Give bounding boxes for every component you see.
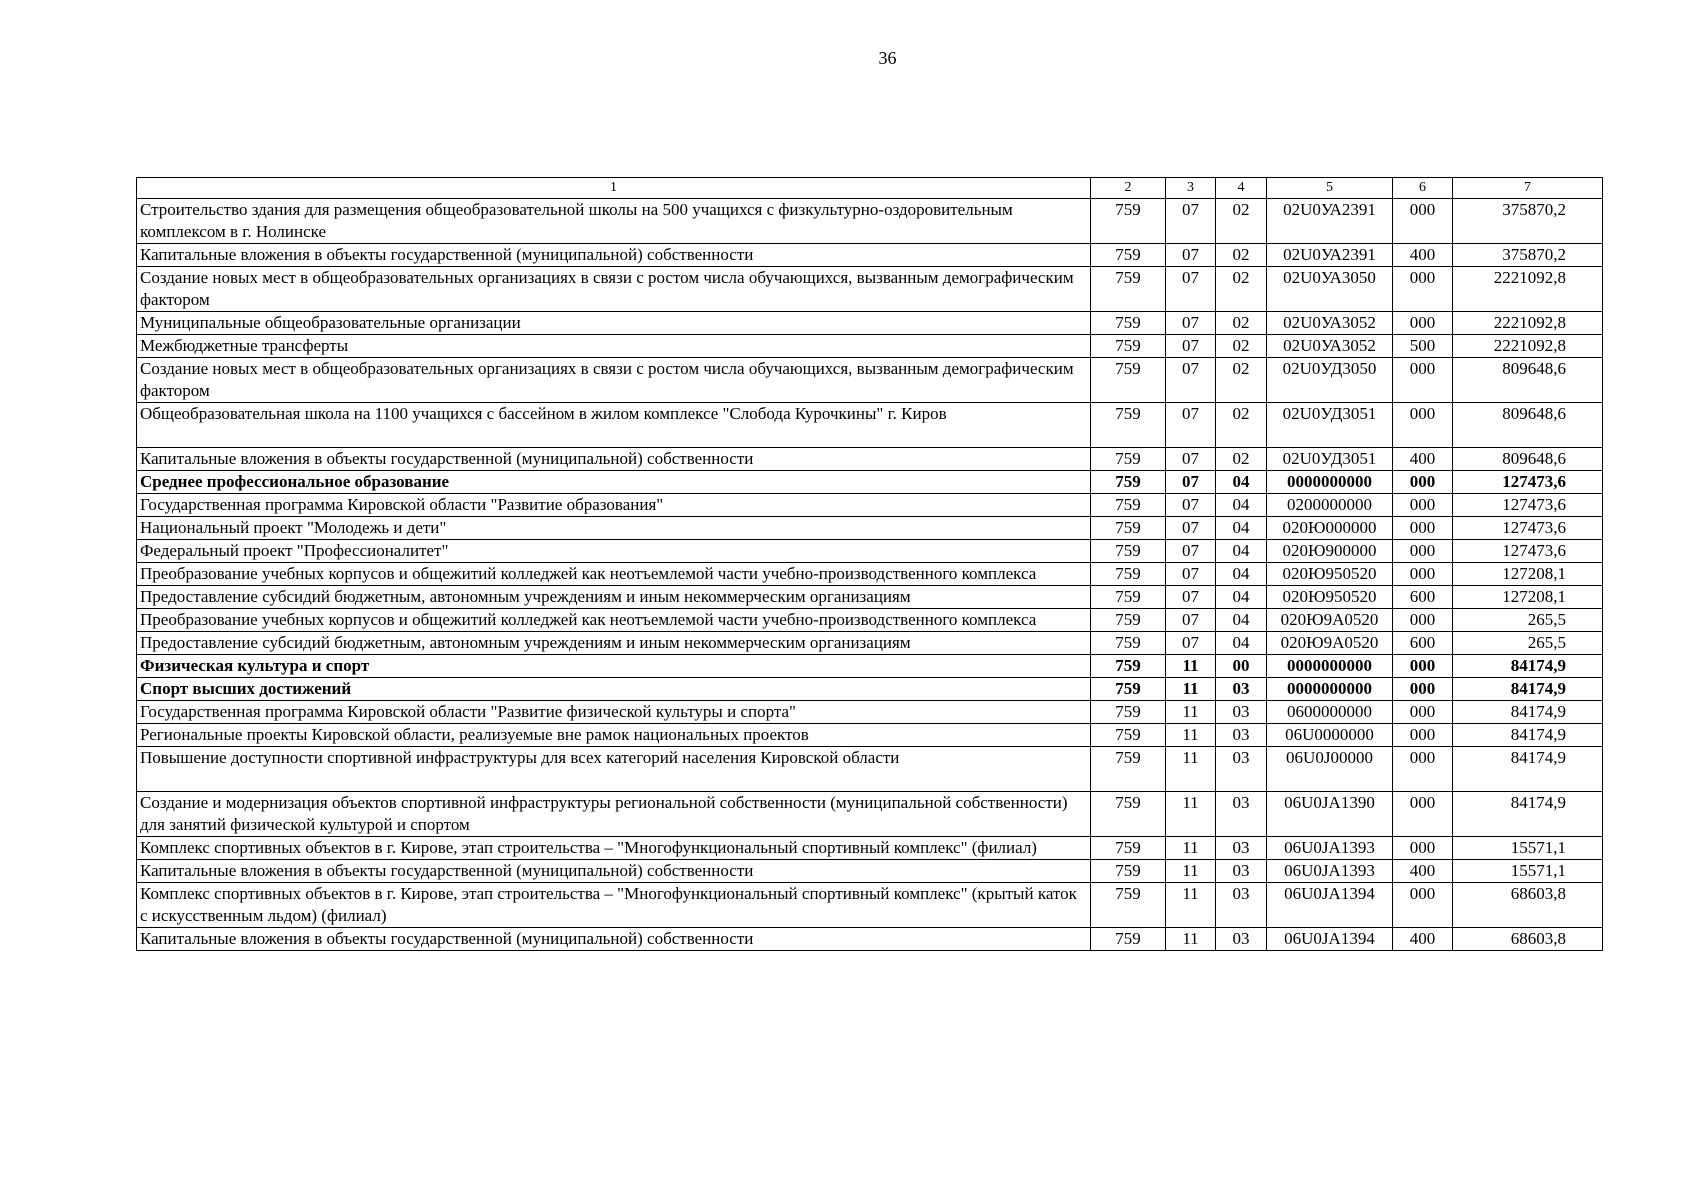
table-row [137, 517, 1603, 540]
subsection-code-cell: 02 [1216, 244, 1267, 267]
expense-type-cell: 000 [1393, 199, 1453, 244]
ministry-code-cell: 759 [1091, 403, 1166, 448]
amount-cell: 375870,2 [1453, 244, 1603, 267]
subsection-code-cell: 02 [1216, 312, 1267, 335]
row-name-cell: Повышение доступности спортивной инфраструктуры для всех категорий населения Кировской области [137, 747, 1091, 792]
table-row [137, 586, 1603, 609]
expense-type-cell: 000 [1393, 792, 1453, 837]
ministry-code-cell: 759 [1091, 358, 1166, 403]
section-code-cell: 11 [1166, 860, 1216, 883]
section-code-cell: 07 [1166, 563, 1216, 586]
target-article-cell: 0000000000 [1267, 678, 1393, 701]
amount-cell: 84174,9 [1453, 678, 1603, 701]
row-name-cell: Среднее профессиональное образование [137, 471, 1091, 494]
amount-cell: 265,5 [1453, 632, 1603, 655]
subsection-code-cell: 02 [1216, 199, 1267, 244]
section-code-cell: 11 [1166, 883, 1216, 928]
section-code-cell: 11 [1166, 678, 1216, 701]
ministry-code-cell: 759 [1091, 792, 1166, 837]
ministry-code-cell: 759 [1091, 928, 1166, 951]
amount-cell: 84174,9 [1453, 792, 1603, 837]
amount-cell: 15571,1 [1453, 837, 1603, 860]
amount-cell: 375870,2 [1453, 199, 1603, 244]
target-article-cell: 02U0УА3052 [1267, 335, 1393, 358]
row-name-cell: Спорт высших достижений [137, 678, 1091, 701]
amount-cell: 127208,1 [1453, 586, 1603, 609]
table-row [137, 678, 1603, 701]
table-row [137, 724, 1603, 747]
ministry-code-cell: 759 [1091, 860, 1166, 883]
subsection-code-cell: 03 [1216, 883, 1267, 928]
ministry-code-cell: 759 [1091, 471, 1166, 494]
subsection-code-cell: 04 [1216, 563, 1267, 586]
page-number: 36 [878, 48, 897, 68]
table-row [137, 792, 1603, 837]
row-name-cell: Капитальные вложения в объекты государственной (муниципальной) собственности [137, 860, 1091, 883]
table-row [137, 244, 1603, 267]
ministry-code-cell: 759 [1091, 586, 1166, 609]
row-name-cell: Капитальные вложения в объекты государственной (муниципальной) собственности [137, 244, 1091, 267]
row-name-cell: Межбюджетные трансферты [137, 335, 1091, 358]
budget-table [136, 177, 1603, 951]
amount-cell: 2221092,8 [1453, 267, 1603, 312]
expense-type-cell: 000 [1393, 403, 1453, 448]
row-name-cell: Муниципальные общеобразовательные организации [137, 312, 1091, 335]
row-name-cell: Преобразование учебных корпусов и общежитий колледжей как неотъемлемой части учебно-производственного комплекса [137, 609, 1091, 632]
expense-type-cell: 500 [1393, 335, 1453, 358]
row-name-cell: Национальный проект "Молодежь и дети" [137, 517, 1091, 540]
subsection-code-cell: 04 [1216, 609, 1267, 632]
ministry-code-cell: 759 [1091, 494, 1166, 517]
subsection-code-cell: 02 [1216, 335, 1267, 358]
section-code-cell: 07 [1166, 586, 1216, 609]
subsection-code-cell: 03 [1216, 837, 1267, 860]
amount-cell: 68603,8 [1453, 928, 1603, 951]
row-name-cell: Государственная программа Кировской области "Развитие образования" [137, 494, 1091, 517]
amount-cell: 84174,9 [1453, 747, 1603, 792]
table-row [137, 199, 1603, 244]
expense-type-cell: 000 [1393, 563, 1453, 586]
section-code-cell: 07 [1166, 403, 1216, 448]
expense-type-cell: 000 [1393, 678, 1453, 701]
section-code-cell: 11 [1166, 655, 1216, 678]
table-row [137, 471, 1603, 494]
section-code-cell: 07 [1166, 494, 1216, 517]
table-row [137, 837, 1603, 860]
ministry-code-cell: 759 [1091, 517, 1166, 540]
target-article-cell: 02U0УА2391 [1267, 244, 1393, 267]
expense-type-cell: 000 [1393, 724, 1453, 747]
section-code-cell: 11 [1166, 701, 1216, 724]
ministry-code-cell: 759 [1091, 701, 1166, 724]
expense-type-cell: 000 [1393, 540, 1453, 563]
amount-cell: 127208,1 [1453, 563, 1603, 586]
expense-type-cell: 000 [1393, 471, 1453, 494]
table-row [137, 403, 1603, 448]
subsection-code-cell: 03 [1216, 792, 1267, 837]
ministry-code-cell: 759 [1091, 540, 1166, 563]
target-article-cell: 0600000000 [1267, 701, 1393, 724]
amount-cell: 127473,6 [1453, 517, 1603, 540]
target-article-cell: 020Ю9А0520 [1267, 609, 1393, 632]
section-code-cell: 07 [1166, 609, 1216, 632]
amount-cell: 2221092,8 [1453, 312, 1603, 335]
row-name-cell: Федеральный проект "Профессионалитет" [137, 540, 1091, 563]
table-row [137, 609, 1603, 632]
target-article-cell: 0000000000 [1267, 471, 1393, 494]
row-name-cell: Общеобразовательная школа на 1100 учащихся с бассейном в жилом комплексе "Слобода Курочкины" г. Киров [137, 403, 1091, 448]
column-header: 5 [1267, 178, 1393, 199]
section-code-cell: 11 [1166, 747, 1216, 792]
expense-type-cell: 000 [1393, 837, 1453, 860]
amount-cell: 84174,9 [1453, 655, 1603, 678]
table-row [137, 632, 1603, 655]
row-name-cell: Физическая культура и спорт [137, 655, 1091, 678]
amount-cell: 2221092,8 [1453, 335, 1603, 358]
expense-type-cell: 400 [1393, 448, 1453, 471]
column-header: 3 [1166, 178, 1216, 199]
row-name-cell: Создание новых мест в общеобразовательных организациях в связи с ростом числа обучающихся, вызванным демографическим фактором [137, 358, 1091, 403]
table-row [137, 928, 1603, 951]
ministry-code-cell: 759 [1091, 312, 1166, 335]
row-name-cell: Создание и модернизация объектов спортивной инфраструктуры региональной собственности (муниципальной собственности) для занятий физической культурой и спортом [137, 792, 1091, 837]
ministry-code-cell: 759 [1091, 724, 1166, 747]
section-code-cell: 11 [1166, 792, 1216, 837]
target-article-cell: 02U0УД3051 [1267, 403, 1393, 448]
target-article-cell: 020Ю000000 [1267, 517, 1393, 540]
table-row [137, 701, 1603, 724]
amount-cell: 809648,6 [1453, 448, 1603, 471]
table-row [137, 494, 1603, 517]
target-article-cell: 020Ю950520 [1267, 563, 1393, 586]
target-article-cell: 06U0JA1393 [1267, 860, 1393, 883]
column-header: 7 [1453, 178, 1603, 199]
subsection-code-cell: 04 [1216, 494, 1267, 517]
row-name-cell: Капитальные вложения в объекты государственной (муниципальной) собственности [137, 448, 1091, 471]
row-name-cell: Региональные проекты Кировской области, реализуемые вне рамок национальных проектов [137, 724, 1091, 747]
section-code-cell: 07 [1166, 244, 1216, 267]
row-name-cell: Капитальные вложения в объекты государственной (муниципальной) собственности [137, 928, 1091, 951]
ministry-code-cell: 759 [1091, 244, 1166, 267]
amount-cell: 68603,8 [1453, 883, 1603, 928]
section-code-cell: 07 [1166, 335, 1216, 358]
ministry-code-cell: 759 [1091, 747, 1166, 792]
expense-type-cell: 600 [1393, 632, 1453, 655]
ministry-code-cell: 759 [1091, 267, 1166, 312]
subsection-code-cell: 03 [1216, 860, 1267, 883]
target-article-cell: 020Ю9А0520 [1267, 632, 1393, 655]
column-header: 2 [1091, 178, 1166, 199]
target-article-cell: 06U0J00000 [1267, 747, 1393, 792]
column-header: 6 [1393, 178, 1453, 199]
target-article-cell: 02U0УА2391 [1267, 199, 1393, 244]
expense-type-cell: 000 [1393, 655, 1453, 678]
column-header: 4 [1216, 178, 1267, 199]
header-row [137, 178, 1603, 199]
subsection-code-cell: 02 [1216, 448, 1267, 471]
section-code-cell: 07 [1166, 312, 1216, 335]
subsection-code-cell: 04 [1216, 632, 1267, 655]
section-code-cell: 07 [1166, 471, 1216, 494]
subsection-code-cell: 02 [1216, 403, 1267, 448]
target-article-cell: 06U0000000 [1267, 724, 1393, 747]
ministry-code-cell: 759 [1091, 678, 1166, 701]
expense-type-cell: 000 [1393, 517, 1453, 540]
target-article-cell: 0000000000 [1267, 655, 1393, 678]
expense-type-cell: 600 [1393, 586, 1453, 609]
ministry-code-cell: 759 [1091, 655, 1166, 678]
section-code-cell: 07 [1166, 448, 1216, 471]
row-name-cell: Государственная программа Кировской области "Развитие физической культуры и спорта" [137, 701, 1091, 724]
target-article-cell: 020Ю950520 [1267, 586, 1393, 609]
target-article-cell: 0200000000 [1267, 494, 1393, 517]
table-row [137, 655, 1603, 678]
expense-type-cell: 000 [1393, 267, 1453, 312]
target-article-cell: 06U0JA1390 [1267, 792, 1393, 837]
column-header: 1 [137, 178, 1091, 199]
expense-type-cell: 400 [1393, 860, 1453, 883]
target-article-cell: 02U0УД3050 [1267, 358, 1393, 403]
ministry-code-cell: 759 [1091, 199, 1166, 244]
section-code-cell: 07 [1166, 540, 1216, 563]
subsection-code-cell: 03 [1216, 701, 1267, 724]
subsection-code-cell: 03 [1216, 747, 1267, 792]
row-name-cell: Создание новых мест в общеобразовательных организациях в связи с ростом числа обучающихся, вызванным демографическим фактором [137, 267, 1091, 312]
expense-type-cell: 000 [1393, 747, 1453, 792]
subsection-code-cell: 00 [1216, 655, 1267, 678]
section-code-cell: 07 [1166, 632, 1216, 655]
subsection-code-cell: 03 [1216, 724, 1267, 747]
target-article-cell: 02U0УД3051 [1267, 448, 1393, 471]
table-row [137, 747, 1603, 792]
ministry-code-cell: 759 [1091, 609, 1166, 632]
section-code-cell: 07 [1166, 517, 1216, 540]
table-row [137, 358, 1603, 403]
ministry-code-cell: 759 [1091, 632, 1166, 655]
ministry-code-cell: 759 [1091, 448, 1166, 471]
section-code-cell: 07 [1166, 199, 1216, 244]
target-article-cell: 020Ю900000 [1267, 540, 1393, 563]
expense-type-cell: 400 [1393, 244, 1453, 267]
expense-type-cell: 000 [1393, 312, 1453, 335]
amount-cell: 809648,6 [1453, 403, 1603, 448]
row-name-cell: Преобразование учебных корпусов и общежитий колледжей как неотъемлемой части учебно-производственного комплекса [137, 563, 1091, 586]
table-row [137, 267, 1603, 312]
ministry-code-cell: 759 [1091, 335, 1166, 358]
table-row [137, 312, 1603, 335]
expense-type-cell: 000 [1393, 609, 1453, 632]
ministry-code-cell: 759 [1091, 837, 1166, 860]
row-name-cell: Предоставление субсидий бюджетным, автономным учреждениям и иным некоммерческим организациям [137, 632, 1091, 655]
row-name-cell: Строительство здания для размещения общеобразовательной школы на 500 учащихся с физкультурно-оздоровительным комплексом в г. Нолинске [137, 199, 1091, 244]
amount-cell: 15571,1 [1453, 860, 1603, 883]
subsection-code-cell: 02 [1216, 267, 1267, 312]
target-article-cell: 02U0УА3050 [1267, 267, 1393, 312]
table-row [137, 883, 1603, 928]
row-name-cell: Предоставление субсидий бюджетным, автономным учреждениям и иным некоммерческим организациям [137, 586, 1091, 609]
subsection-code-cell: 04 [1216, 517, 1267, 540]
expense-type-cell: 000 [1393, 701, 1453, 724]
expense-type-cell: 000 [1393, 494, 1453, 517]
amount-cell: 127473,6 [1453, 540, 1603, 563]
subsection-code-cell: 03 [1216, 678, 1267, 701]
target-article-cell: 06U0JA1393 [1267, 837, 1393, 860]
subsection-code-cell: 04 [1216, 471, 1267, 494]
target-article-cell: 02U0УА3052 [1267, 312, 1393, 335]
subsection-code-cell: 02 [1216, 358, 1267, 403]
amount-cell: 809648,6 [1453, 358, 1603, 403]
expense-type-cell: 400 [1393, 928, 1453, 951]
amount-cell: 127473,6 [1453, 494, 1603, 517]
table-row [137, 860, 1603, 883]
section-code-cell: 07 [1166, 358, 1216, 403]
table-row [137, 448, 1603, 471]
expense-type-cell: 000 [1393, 358, 1453, 403]
row-name-cell: Комплекс спортивных объектов в г. Кирове, этап строительства – "Многофункциональный спортивный комплекс" (филиал) [137, 837, 1091, 860]
target-article-cell: 06U0JA1394 [1267, 928, 1393, 951]
subsection-code-cell: 04 [1216, 540, 1267, 563]
section-code-cell: 11 [1166, 928, 1216, 951]
section-code-cell: 11 [1166, 724, 1216, 747]
row-name-cell: Комплекс спортивных объектов в г. Кирове, этап строительства – "Многофункциональный спортивный комплекс" (крытый каток с искусственным льдом) (филиал) [137, 883, 1091, 928]
table-row [137, 335, 1603, 358]
section-code-cell: 11 [1166, 837, 1216, 860]
ministry-code-cell: 759 [1091, 883, 1166, 928]
ministry-code-cell: 759 [1091, 563, 1166, 586]
amount-cell: 127473,6 [1453, 471, 1603, 494]
amount-cell: 84174,9 [1453, 701, 1603, 724]
subsection-code-cell: 03 [1216, 928, 1267, 951]
table-row [137, 563, 1603, 586]
table-row [137, 540, 1603, 563]
target-article-cell: 06U0JA1394 [1267, 883, 1393, 928]
subsection-code-cell: 04 [1216, 586, 1267, 609]
amount-cell: 84174,9 [1453, 724, 1603, 747]
amount-cell: 265,5 [1453, 609, 1603, 632]
section-code-cell: 07 [1166, 267, 1216, 312]
expense-type-cell: 000 [1393, 883, 1453, 928]
